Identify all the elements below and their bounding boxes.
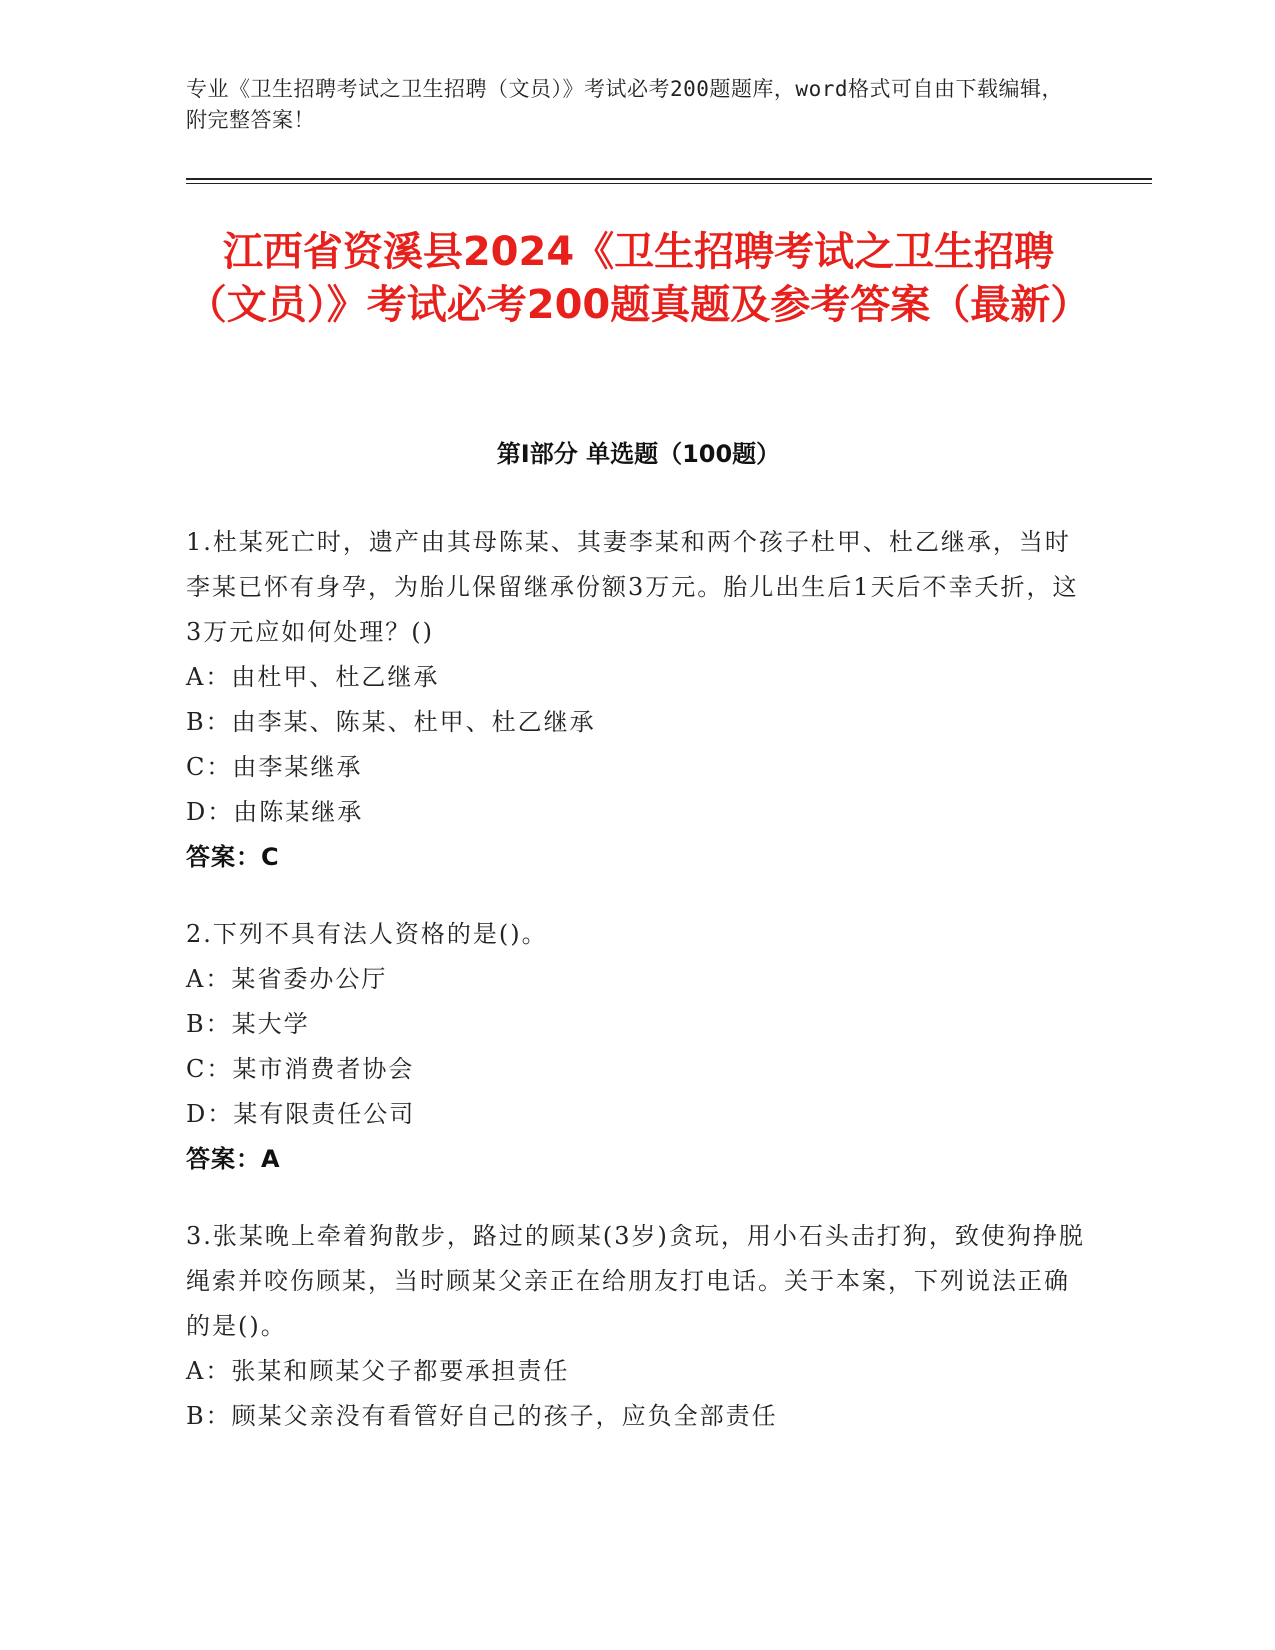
question-list: [186, 520, 1091, 1471]
option-d: D：某有限责任公司: [186, 1100, 416, 1128]
option-d: D：由陈某继承: [186, 798, 364, 826]
question-2: [186, 912, 1091, 1182]
option-c: C：由李某继承: [186, 753, 363, 781]
document-title: 江西省资溪县2024《卫生招聘考试之卫生招聘（文员）》考试必考200题真题及参考答案（最新）: [186, 229, 1091, 328]
option-a: A：某省委办公厅: [186, 965, 388, 993]
option-a: A：张某和顾某父子都要承担责任: [186, 1357, 570, 1385]
question-stem: 1.杜某死亡时，遗产由其母陈某、其妻李某和两个孩子杜甲、杜乙继承，当时李某已怀有身孕，为胎儿保留继承份额3万元。胎儿出生后1天后不幸夭折，这3万元应如何处理？(): [186, 528, 1079, 646]
header-note: 专业《卫生招聘考试之卫生招聘（文员）》考试必考200题题库，word格式可自由下载编辑，附完整答案！: [186, 77, 1063, 132]
answer: 答案：C: [186, 843, 280, 871]
question-stem: 2.下列不具有法人资格的是()。: [186, 920, 548, 948]
option-b: B：由李某、陈某、杜甲、杜乙继承: [186, 708, 596, 736]
option-b: B：某大学: [186, 1010, 310, 1038]
section-title: 第I部分 单选题（100题）: [496, 440, 781, 468]
question-stem: 3.张某晚上牵着狗散步，路过的顾某(3岁)贪玩，用小石头击打狗，致使狗挣脱绳索并咬伤顾某，当时顾某父亲正在给朋友打电话。关于本案，下列说法正确的是()。: [186, 1222, 1085, 1340]
header-divider-thin: [186, 183, 1152, 184]
option-c: C：某市消费者协会: [186, 1055, 415, 1083]
question-1: [186, 520, 1091, 880]
option-b: B：顾某父亲没有看管好自己的孩子，应负全部责任: [186, 1402, 778, 1430]
question-3: [186, 1214, 1091, 1439]
header-divider: [186, 178, 1152, 180]
answer: 答案：A: [186, 1145, 281, 1173]
option-a: A：由杜甲、杜乙继承: [186, 663, 440, 691]
